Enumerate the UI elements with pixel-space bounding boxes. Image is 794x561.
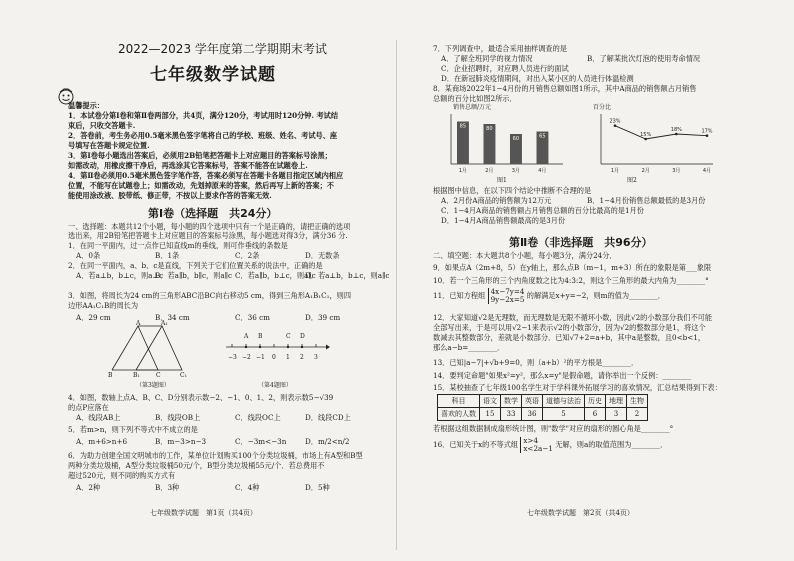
right-column — [397, 0, 794, 561]
q1-option-b: B．1条 — [155, 251, 180, 260]
question-14: 14．要判定命题"如果x²=y²，那么x=y"是假命题，请你举出一个反例：________ — [433, 371, 692, 380]
q8-option-a: A．2月份A商品的销售额为12万元 — [441, 196, 552, 205]
q2-option-a: A．若a⊥b，b⊥c，则a⊥c — [76, 271, 164, 280]
q4-option-a: A．线段AB上 — [76, 413, 121, 422]
question-4-stem: 4．如图，数轴上点A、B、C、D分别表示数−2、−1、0、1、2，则表示数5−√39 — [68, 393, 334, 402]
question-6-stem: 超过520元，则不同的购买方式有 — [68, 471, 176, 480]
fig4-tick-label: −2 — [242, 354, 251, 361]
data-label: 18% — [670, 127, 682, 133]
fig3-label: A — [136, 320, 141, 327]
tips-line: 能使用涂改液、胶带纸、修正带，不按以上要求作答的答案无效. — [68, 191, 272, 200]
q11-prefix: 11．已知方程组 — [433, 291, 486, 300]
data-point — [614, 124, 617, 127]
q6-option-b: B．3种 — [155, 483, 180, 492]
q4-option-d: D．线段CD上 — [305, 413, 351, 422]
q16-ineq2: x<2a−1 — [523, 444, 553, 453]
tips-line: 束后，只收交答题卡. — [68, 121, 136, 130]
q4-option-b: B．线段OB上 — [155, 413, 201, 422]
question-8-stem: 总额的百分比如图2所示． — [433, 94, 517, 103]
bar-value-label: 80 — [486, 126, 493, 132]
q11-suffix: 的解满足x+y=−2，则m的值为________． — [526, 291, 665, 300]
q16-ineq1: x>4 — [523, 436, 539, 445]
question-9: 9．如果点A（2m+8，5）在y轴上，那么点B（m−1，m+3）所在的象限是第___象限 — [433, 263, 712, 272]
fig3-label: C₁ — [180, 372, 187, 379]
x-tick-label: 1月 — [610, 168, 620, 174]
fig3-label: C — [156, 372, 161, 379]
q8-option-b: B．1−4月份销售总额最低的是3月份 — [587, 196, 706, 205]
question-6-stem: 6．为助力创建全国文明城市的工作，某单位计划购买100个分类垃圾桶，市场上有A型和B型 — [68, 451, 363, 460]
data-label: 15% — [640, 132, 652, 138]
table-cell: 33 — [501, 408, 522, 421]
table-cell: 36 — [522, 408, 543, 421]
q3-option-b: B．34 cm — [155, 313, 190, 322]
fig4-tick-label: −3 — [228, 354, 237, 361]
q1-option-d: D．无数条 — [305, 251, 340, 260]
q16-inequality-system — [520, 437, 553, 453]
part2-intro: 二、填空题：本大题共8个小题，每小题3分，满分24分． — [433, 251, 617, 260]
part2-heading: 第Ⅱ卷（非选择题 共96分） — [509, 236, 653, 249]
fig4-tick-label: 3 — [314, 354, 318, 361]
question-11 — [433, 288, 665, 304]
q5-option-d: D．m/2<n/2 — [305, 437, 350, 446]
q15-after-text: 若根据这组数据制成扇形统计图，则"数学"对应的扇形的圆心角是________° — [433, 424, 674, 433]
data-point — [675, 133, 678, 136]
q5-option-c: C．−3m<−3n — [235, 437, 287, 446]
fig3-label: B₁ — [133, 372, 140, 379]
question-12: 那么a−b=________． — [433, 343, 505, 352]
fig4-tick-label: 1 — [286, 354, 290, 361]
table-cell: 6 — [585, 408, 606, 421]
part1-intro: 一、选择题：本题共12个小题，每小题的四个选项中只有一个是正确的，请把正确的选项 — [68, 222, 351, 231]
fig4-point-label: C — [286, 333, 291, 340]
q6-option-d: D．5种 — [305, 483, 330, 492]
question-4-stem: 的点P应落在 — [68, 403, 109, 412]
question-6-stem: 两种分类垃圾桶，A型分类垃圾桶50元/个，B型分类垃圾桶55元/个．若总费用不 — [68, 461, 325, 470]
tips-line: 1．本试卷分第Ⅰ卷和第Ⅱ卷两部分，共4页，满分120分，考试用时120分钟. 考试结 — [68, 111, 339, 120]
q1-option-c: C．2条 — [235, 251, 260, 260]
fig3-label: B — [108, 372, 113, 379]
tips-line: 如需改动，用橡皮擦干净后，再选涂其它答案标号，答案不能答在试题卷上. — [68, 161, 308, 170]
fig2-title: 百分比 — [593, 104, 612, 111]
table-header: 历史 — [585, 395, 606, 408]
fig4-tick-label: −1 — [256, 354, 265, 361]
q6-option-c: C．4种 — [235, 483, 260, 492]
q7-option-c: C．企业招聘时，对应聘人员进行的面试 — [441, 64, 569, 73]
tips-line: 3．第Ⅰ卷每小题选出答案后，必须用2B铅笔把答题卡上对应题目的答案标号涂黑； — [68, 151, 332, 160]
data-label: 23% — [609, 118, 621, 125]
question-8-stem: 8．某商场2022年1−4月份的月销售总额如图1所示，其中A商品的销售额占月销售 — [433, 84, 697, 93]
q2-option-d: D．若a⊥b，b⊥c，则a∥c — [305, 271, 390, 280]
question-5-stem: 5．若m>n，则下列不等式中不成立的是 — [68, 425, 198, 434]
x-tick-label: 3月 — [672, 168, 681, 174]
tips-heading: 温馨提示： — [68, 101, 104, 110]
table-header: 道德与法治 — [543, 395, 585, 408]
q11-equation-system — [488, 288, 525, 304]
table-header: 英语 — [522, 395, 543, 408]
q7-option-b: B．了解某批次灯泡的使用寿命情况 — [587, 54, 701, 63]
tips-line: 4．第Ⅱ卷必须用0.5毫米黑色签字笔作答，答案必须写在答题卡各题目指定区域内相应 — [68, 171, 344, 180]
question-12: 全部写出来，于是可以用√2−1来表示√2的小数部分，因为√2的整数部分是1，将这个 — [433, 323, 706, 332]
data-label: 17% — [701, 128, 713, 135]
q3-option-c: C．36 cm — [235, 313, 270, 322]
figure-2-line-chart — [587, 110, 717, 176]
q2-option-c: C．若a∥b，b⊥c，则a∥c — [235, 271, 316, 280]
part1-heading: 第Ⅰ卷（选择题 共24分） — [148, 207, 278, 220]
bar-value-label: 60 — [512, 136, 520, 142]
fig4-point-label: D — [300, 333, 305, 340]
q5-option-b: B．m−3>n−3 — [155, 437, 207, 446]
figure-1-bar-chart — [437, 110, 567, 176]
question-12: 数减去其整数部分，差就是小数部分．已知√7+2=a+b，其中a是整数，且0<b<1， — [433, 333, 706, 342]
q8-option-d: D．1−4月A商品销售额最高的是3月份 — [441, 216, 566, 225]
question-15-stem: 15．某校抽查了七年级100名学生对于学科课外拓展学习的喜欢情况，汇总结果得到下表： — [433, 383, 722, 392]
table-cell: 15 — [480, 408, 501, 421]
table-row — [438, 395, 648, 408]
fig3-label: A₁ — [161, 320, 168, 327]
bar-value-label: 65 — [539, 133, 546, 140]
x-tick-label: 2月 — [485, 168, 494, 174]
question-2-stem: 2．在同一平面内，a、b、c是直线，下列关于它们位置关系的说法中，正确的是 — [68, 261, 323, 270]
question-10: 10．若一个三角形的三个内角度数之比为4:3:2，则这个三角形的最大内角为________° — [433, 276, 709, 285]
table-cell: 喜欢的人数 — [438, 408, 480, 421]
question-1-stem: 1．在同一平面内，过一点作已知直线m的垂线，则可作垂线的条数是 — [68, 241, 288, 250]
fig1-caption: 图1 — [497, 177, 507, 184]
tips-line: 位置，不能写在试题卷上；如需改动，先划掉原来的答案，然后再写上新的答案；不 — [68, 181, 334, 190]
bar-value-label: 85 — [459, 123, 467, 130]
q7-option-a: A．了解全班同学的视力情况 — [441, 54, 533, 63]
x-tick-label: 1月 — [458, 168, 467, 174]
fig4-caption: （第4题图） — [258, 382, 292, 389]
page-footer: 七年级数学试题 第1页（共4页） — [150, 509, 257, 517]
fig4-point-label: B — [258, 333, 263, 340]
tips-line: 2．答卷前，考生务必用0.5毫米黑色签字笔将自己的学校、班级、姓名、考试号、座 — [68, 131, 338, 140]
question-16 — [433, 437, 667, 453]
question-12: 12．大家知道√2是无理数，而无理数是无限不循环小数，因此√2的小数部分我们不可能 — [433, 313, 713, 322]
data-point — [644, 138, 647, 141]
table-cell: 3 — [606, 408, 627, 421]
fig4-tick-label: 0 — [272, 354, 276, 361]
q16-prefix: 16．已知关于x的不等式组 — [433, 440, 519, 449]
q15-table — [437, 394, 648, 421]
data-point — [706, 134, 709, 137]
figure-4-number-line — [222, 340, 332, 354]
x-tick-label: 4月 — [702, 168, 712, 174]
x-tick-label: 3月 — [511, 168, 520, 174]
series-line — [615, 126, 707, 139]
q11-eq2: 9y−2x=5 — [490, 295, 525, 304]
q1-option-a: A．0条 — [76, 251, 101, 260]
subject-title: 七年级数学试题 — [150, 65, 276, 85]
fig4-point-label: A — [244, 333, 249, 340]
x-tick-label: 2月 — [641, 168, 650, 174]
q6-option-a: A．2种 — [76, 483, 101, 492]
question-3-stem: 边形AA₁C₁B的周长为 — [68, 301, 139, 310]
q7-option-d: D．在新冠肺炎疫情期间，对出入某小区的人员进行体温检测 — [441, 74, 634, 83]
q2-option-b: B．若a∥b，b∥c，则a∥c — [155, 271, 233, 280]
table-cell: 2 — [627, 408, 648, 421]
part1-intro: 选出来，用2B铅笔把答题卡上对应题目的答案标号涂黑，每小题选对得3分，满分36 分. — [68, 231, 348, 240]
fig2-caption: 图2 — [627, 177, 637, 184]
q16-suffix: 无解，则a的取值范围为________． — [555, 440, 668, 449]
fig4-tick-label: 2 — [300, 354, 304, 361]
table-header: 语文 — [480, 395, 501, 408]
question-7-stem: 7．下列调查中，最适合采用抽样调查的是 — [433, 44, 567, 53]
table-header: 生物 — [627, 395, 648, 408]
question-13: 13．已知|a−7|+√b+9=0，则（a+b）²的平方根是________． — [433, 358, 639, 367]
exam-title: 2022—2023 学年度第二学期期末考试 — [118, 42, 327, 56]
q5-option-a: A．m+6>n+6 — [76, 437, 128, 446]
q11-eq1: 4x−7y=4 — [490, 287, 525, 296]
q8-after-text: 根据图中信息，在以下四个结论中推断不合理的是 — [433, 186, 592, 195]
q3-option-a: A．29 cm — [76, 313, 111, 322]
question-3-stem: 3．如图，将周长为24 cm的三角形ABC沿BC向右移动5 cm，得到三角形A₁B₁C₁，则四 — [68, 291, 352, 300]
page-footer: 七年级数学试题 第2页（共4页） — [527, 509, 634, 517]
table-cell: 5 — [543, 408, 585, 421]
x-tick-label: 4月 — [538, 168, 547, 174]
table-header: 科目 — [438, 395, 480, 408]
fig1-title: 销售总额/万元 — [453, 104, 492, 111]
q3-option-d: D．39 cm — [305, 313, 341, 322]
tips-line: 号填写在答题卡规定位置. — [68, 141, 150, 150]
q8-option-c: C．1−4月A商品的销售额占月销售总额的百分比最高的是1月份 — [441, 206, 644, 215]
table-header: 数学 — [501, 395, 522, 408]
q4-option-c: C．线段OC上 — [235, 413, 281, 422]
table-row — [438, 408, 648, 421]
table-header: 地理 — [606, 395, 627, 408]
fig3-caption: （第3题图） — [136, 382, 170, 389]
